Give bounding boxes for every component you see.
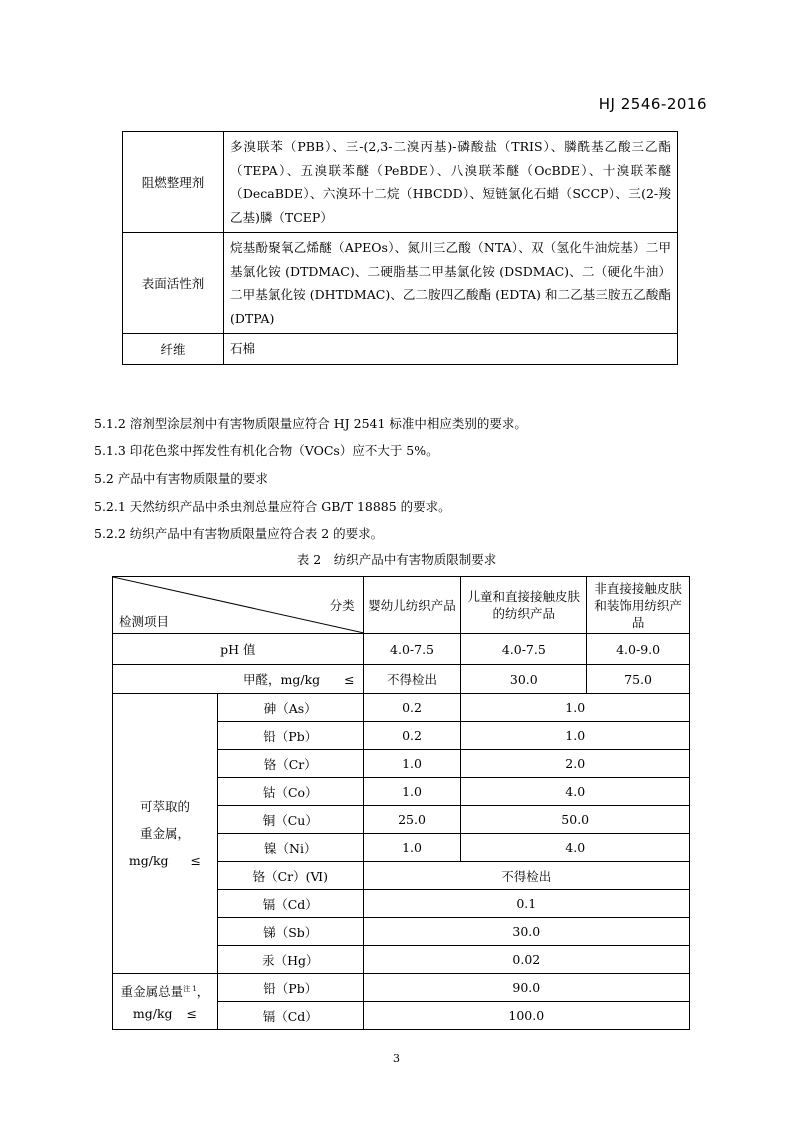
less-equal-sign: ≤: [190, 853, 202, 868]
diagonal-header-cell: [113, 577, 364, 634]
value-cell: 4.0-7.5: [461, 634, 587, 665]
total-group-label: [113, 974, 218, 1030]
page-number: 3: [393, 1052, 400, 1065]
less-equal-sign: ≤: [186, 1006, 198, 1022]
value-cell: 4.0-9.0: [587, 634, 690, 665]
value-cell: 25.0: [363, 806, 461, 834]
value-cell: 1.0: [461, 694, 690, 722]
value-cell: 0.2: [363, 722, 461, 750]
element-cell: 镉（Cd）: [217, 890, 363, 918]
column-header-infant: 婴幼儿纺织产品: [363, 577, 461, 634]
element-cell: 汞（Hg）: [217, 946, 363, 974]
value-cell: 4.0: [461, 778, 690, 806]
group-line: mg/kg ≤: [132, 1006, 198, 1022]
value-cell: 4.0: [461, 834, 690, 862]
value-cell: 1.0: [363, 778, 461, 806]
element-cell: 铜（Cu）: [217, 806, 363, 834]
value-cell: 30.0: [363, 918, 689, 946]
element-cell: 铬（Cr）(Ⅵ): [217, 862, 363, 890]
value-cell: 0.02: [363, 946, 689, 974]
clause-5-1-2: 5.1.2 溶剂型涂层剂中有害物质限量应符合 HJ 2541 标准中相应类别的要求。: [94, 416, 527, 431]
footnote-mark: 注 1: [183, 984, 197, 993]
value-cell: 0.2: [363, 694, 461, 722]
substances-cell: 烷基酚聚氧乙烯醚（APEOs）、氮川三乙酸（NTA）、双（氢化牛油烷基）二甲基氯化铵 (DTDMAC)、二硬脂基二甲基氯化铵 (DSDMAC)、二（硬化牛油）二甲基氯化铵 (DHTDMAC)、乙二胺四乙酸酯 (EDTA) 和二乙基三胺五乙酸酯 (DTPA): [224, 233, 678, 334]
element-cell: 砷（As）: [217, 694, 363, 722]
item-label: 检测项目: [119, 614, 170, 629]
table-row: [123, 233, 678, 334]
element-cell: 锑（Sb）: [217, 918, 363, 946]
value-cell: 不得检出: [363, 665, 461, 694]
table-row: [113, 974, 690, 1002]
substance-category-table: [122, 131, 678, 365]
category-cell: 表面活性剂: [123, 233, 224, 334]
table-caption: 表 2 纺织产品中有害物质限制要求: [296, 552, 497, 567]
clause-5-2-1: 5.2.1 天然纺织产品中杀虫剂总量应符合 GB/T 18885 的要求。: [94, 499, 451, 514]
value-cell: 100.0: [363, 1002, 689, 1030]
substances-cell: 石棉: [224, 334, 678, 365]
category-label: 分类: [329, 598, 355, 613]
substances-cell: 多溴联苯（PBB）、三-(2,3-二溴丙基)-磷酸盐（TRIS）、膦酰基乙酸三乙酯（TEPA）、五溴联苯醚（PeBDE）、八溴联苯醚（OcBDE）、十溴联苯醚（DecaBDE）、六溴环十二烷（HBCDD）、短链氯化石蜡（SCCP）、三(2-羧乙基)膦（TCEP）: [224, 132, 678, 233]
standard-code: HJ 2546-2016: [598, 95, 707, 113]
formaldehyde-label: 甲醛，mg/kg: [243, 672, 321, 687]
value-cell: 30.0: [461, 665, 587, 694]
column-header-direct-contact: 儿童和直接接触皮肤的纺织产品: [461, 577, 587, 634]
extractable-group-label: [113, 694, 218, 974]
group-line: 重金属总量$^{注 1}$，: [120, 984, 210, 1000]
row-label: pH 值: [113, 634, 364, 665]
value-cell: 2.0: [461, 750, 690, 778]
value-cell: 1.0: [363, 750, 461, 778]
row-label: [113, 665, 364, 694]
header-row: [113, 577, 690, 634]
table-row: [113, 665, 690, 694]
table-row: [123, 132, 678, 233]
element-cell: 镉（Cd）: [217, 1002, 363, 1030]
value-cell: 90.0: [363, 974, 689, 1002]
value-cell: 1.0: [363, 834, 461, 862]
element-cell: 铅（Pb）: [217, 974, 363, 1002]
category-cell: 纤维: [123, 334, 224, 365]
group-line: mg/kg ≤: [128, 853, 202, 868]
value-cell: 50.0: [461, 806, 690, 834]
value-cell: 1.0: [461, 722, 690, 750]
element-cell: 铅（Pb）: [217, 722, 363, 750]
less-equal-sign: ≤: [344, 672, 355, 687]
value-cell: 不得检出: [363, 862, 689, 890]
group-line: 重金属，: [139, 826, 190, 841]
category-cell: 阻燃整理剂: [123, 132, 224, 233]
value-cell: 0.1: [363, 890, 689, 918]
column-header-non-direct-contact: 非直接接触皮肤和装饰用纺织产品: [587, 577, 690, 634]
clause-5-1-3: 5.1.3 印花色浆中挥发性有机化合物（VOCs）应不大于 5%。: [94, 443, 439, 458]
group-line: 可萃取的: [139, 799, 190, 814]
hazard-limits-table: [112, 576, 690, 1030]
table-row: [113, 694, 690, 722]
value-cell: 4.0-7.5: [363, 634, 461, 665]
clause-5-2-2: 5.2.2 纺织产品中有害物质限量应符合表 2 的要求。: [94, 526, 384, 541]
table-row: [123, 334, 678, 365]
table-row: [113, 634, 690, 665]
element-cell: 镍（Ni）: [217, 834, 363, 862]
element-cell: 铬（Cr）: [217, 750, 363, 778]
value-cell: 75.0: [587, 665, 690, 694]
clause-5-2: 5.2 产品中有害物质限量的要求: [94, 471, 268, 486]
element-cell: 钴（Co）: [217, 778, 363, 806]
